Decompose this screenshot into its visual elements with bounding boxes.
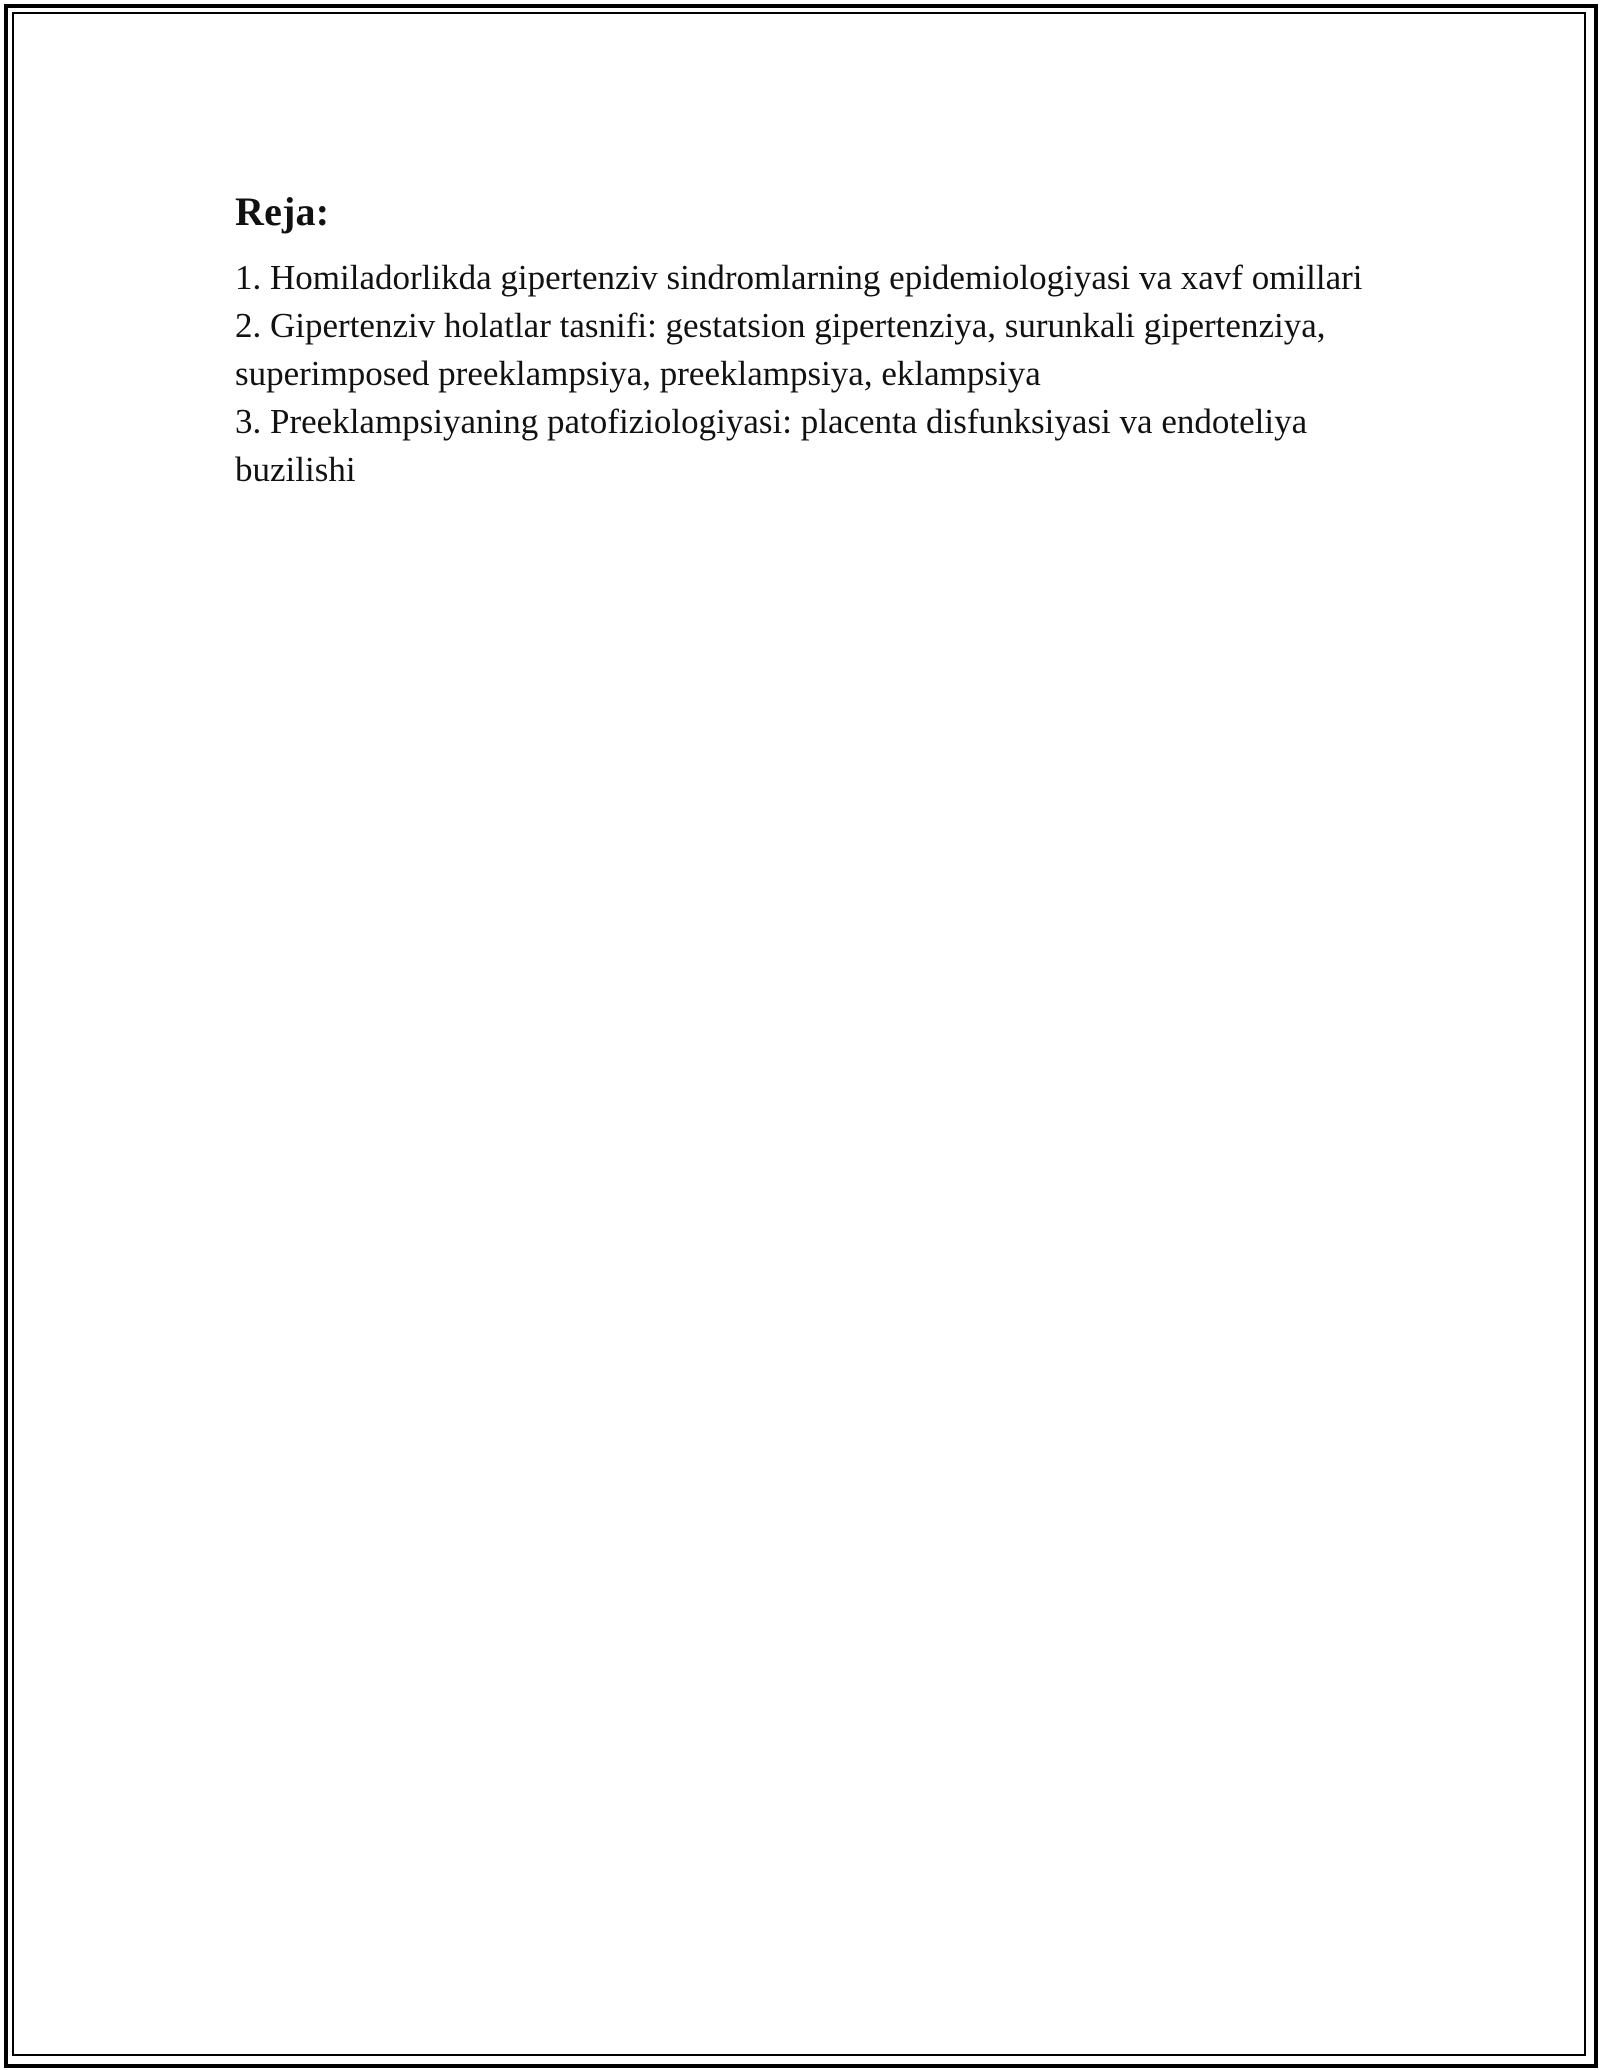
plan-list xyxy=(235,254,1385,494)
plan-item-1: 1. Homiladorlikda gipertenziv sindromlarning epidemiologiyasi va xavf omillari xyxy=(235,258,1363,297)
plan-item-3: 3. Preeklampsiyaning patofiziologiyasi: placenta disfunksiyasi va endoteliya buzilishi xyxy=(235,402,1308,489)
plan-heading: Reja: xyxy=(235,189,330,234)
page-content xyxy=(235,186,1385,494)
plan-item-2: 2. Gipertenziv holatlar tasnifi: gestatsion gipertenziya, surunkali gipertenziya, superimposed preeklampsiya, preeklampsiya, eklampsiya xyxy=(235,306,1326,393)
